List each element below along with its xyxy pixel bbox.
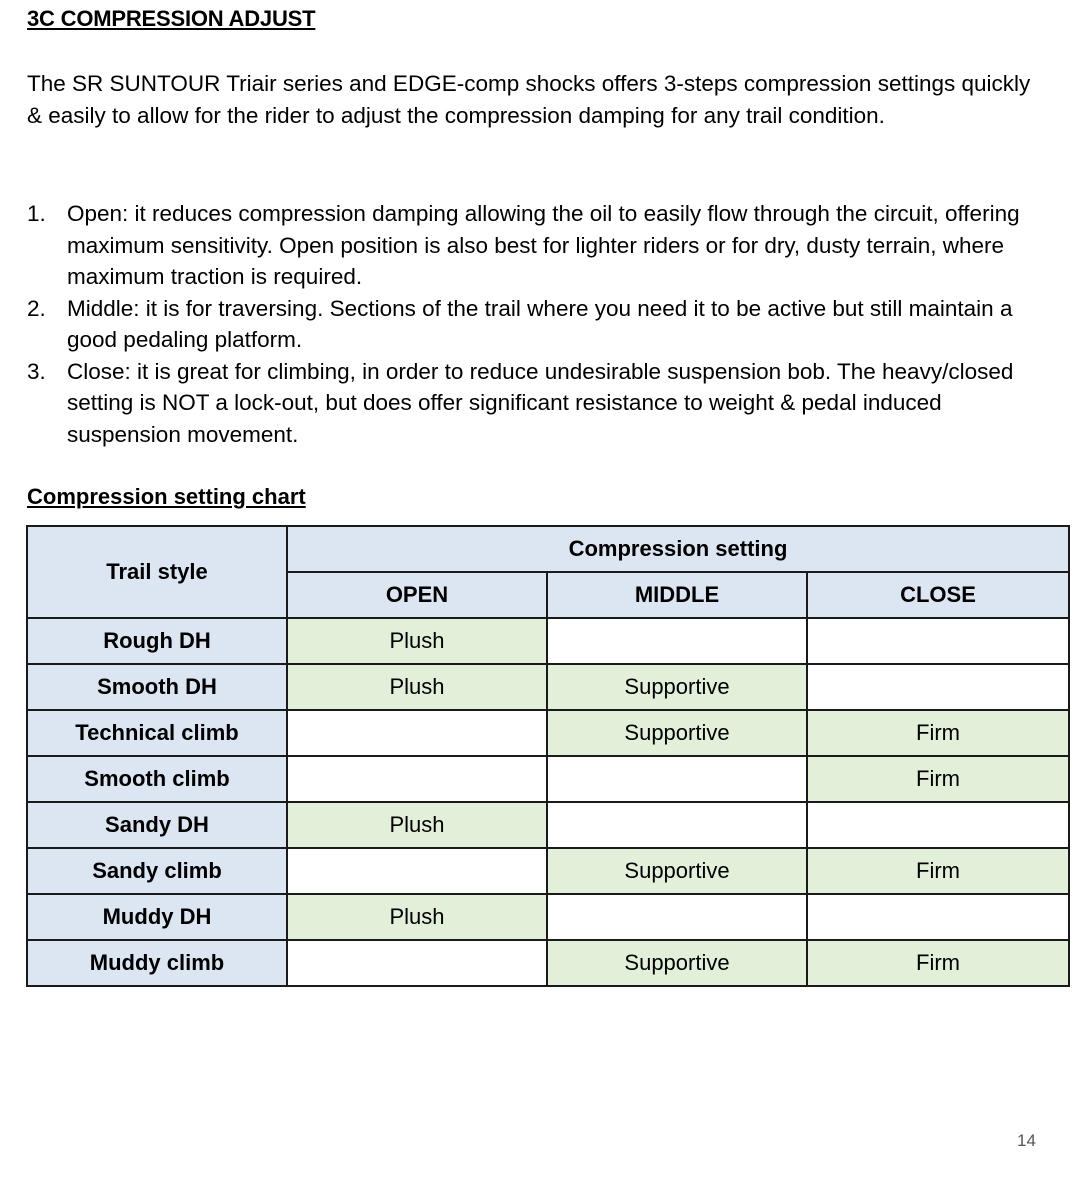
setting-cell-close: Firm [807, 710, 1069, 756]
setting-cell-open [287, 756, 547, 802]
list-item-number: 3. [27, 358, 46, 384]
compression-steps-list [27, 198, 1057, 450]
trail-style-cell: Rough DH [27, 618, 287, 664]
setting-cell-middle: Supportive [547, 710, 807, 756]
table-row [27, 756, 1069, 802]
setting-cell-middle [547, 802, 807, 848]
list-item [27, 293, 1057, 356]
column-header-middle: MIDDLE [547, 572, 807, 618]
trail-style-cell: Muddy climb [27, 940, 287, 986]
setting-cell-middle [547, 894, 807, 940]
column-header-open: OPEN [287, 572, 547, 618]
trail-style-cell: Smooth DH [27, 664, 287, 710]
page-number: 14 [1017, 1131, 1036, 1150]
setting-cell-open: Plush [287, 894, 547, 940]
trail-style-cell: Sandy climb [27, 848, 287, 894]
setting-cell-close [807, 618, 1069, 664]
setting-cell-middle: Supportive [547, 848, 807, 894]
setting-cell-close: Firm [807, 848, 1069, 894]
trail-style-cell: Sandy DH [27, 802, 287, 848]
setting-cell-close [807, 894, 1069, 940]
setting-cell-middle [547, 618, 807, 664]
chart-title: Compression setting chart [27, 484, 306, 509]
setting-cell-middle [547, 756, 807, 802]
table-row [27, 664, 1069, 710]
table-row [27, 710, 1069, 756]
trail-style-cell: Technical climb [27, 710, 287, 756]
compression-setting-header: Compression setting [287, 526, 1069, 572]
list-item [27, 198, 1057, 293]
section-heading: 3C COMPRESSION ADJUST [27, 6, 316, 31]
setting-cell-middle: Supportive [547, 664, 807, 710]
setting-cell-open: Plush [287, 664, 547, 710]
setting-cell-open: Plush [287, 802, 547, 848]
trail-style-header: Trail style [27, 526, 287, 618]
table-row [27, 940, 1069, 986]
setting-cell-open [287, 710, 547, 756]
trail-style-cell: Muddy DH [27, 894, 287, 940]
table-body [27, 618, 1069, 986]
list-item-text: Open: it reduces compression damping allowing the oil to easily flow through the circuit, offering maximum sensitivity. Open position is also best for lighter riders or for dry, dusty terrain, where maximum traction is required. [67, 201, 1020, 289]
setting-cell-close [807, 802, 1069, 848]
table-row [27, 802, 1069, 848]
setting-cell-middle: Supportive [547, 940, 807, 986]
compression-setting-table [26, 525, 1070, 987]
setting-cell-close: Firm [807, 756, 1069, 802]
list-item-number: 1. [27, 201, 46, 226]
list-item-number: 2. [27, 295, 46, 321]
table-row [27, 848, 1069, 894]
trail-style-cell: Smooth climb [27, 756, 287, 802]
table-row [27, 618, 1069, 664]
setting-cell-open [287, 940, 547, 986]
list-item [27, 356, 1057, 451]
setting-cell-open [287, 848, 547, 894]
setting-cell-open: Plush [287, 618, 547, 664]
column-header-close: CLOSE [807, 572, 1069, 618]
list-item-text: Middle: it is for traversing. Sections of the trail where you need it to be active but still maintain a good pedaling platform. [67, 295, 1013, 352]
setting-cell-close [807, 664, 1069, 710]
list-item-text: Close: it is great for climbing, in order to reduce undesirable suspension bob. The heavy/closed setting is NOT a lock-out, but does offer significant resistance to weight & pedal induced suspension movement. [67, 358, 1014, 447]
intro-paragraph: The SR SUNTOUR Triair series and EDGE-comp shocks offers 3-steps compression settings quickly & easily to allow for the rider to adjust the compression damping for any trail condition. [27, 71, 1031, 128]
setting-cell-close: Firm [807, 940, 1069, 986]
table-row [27, 894, 1069, 940]
